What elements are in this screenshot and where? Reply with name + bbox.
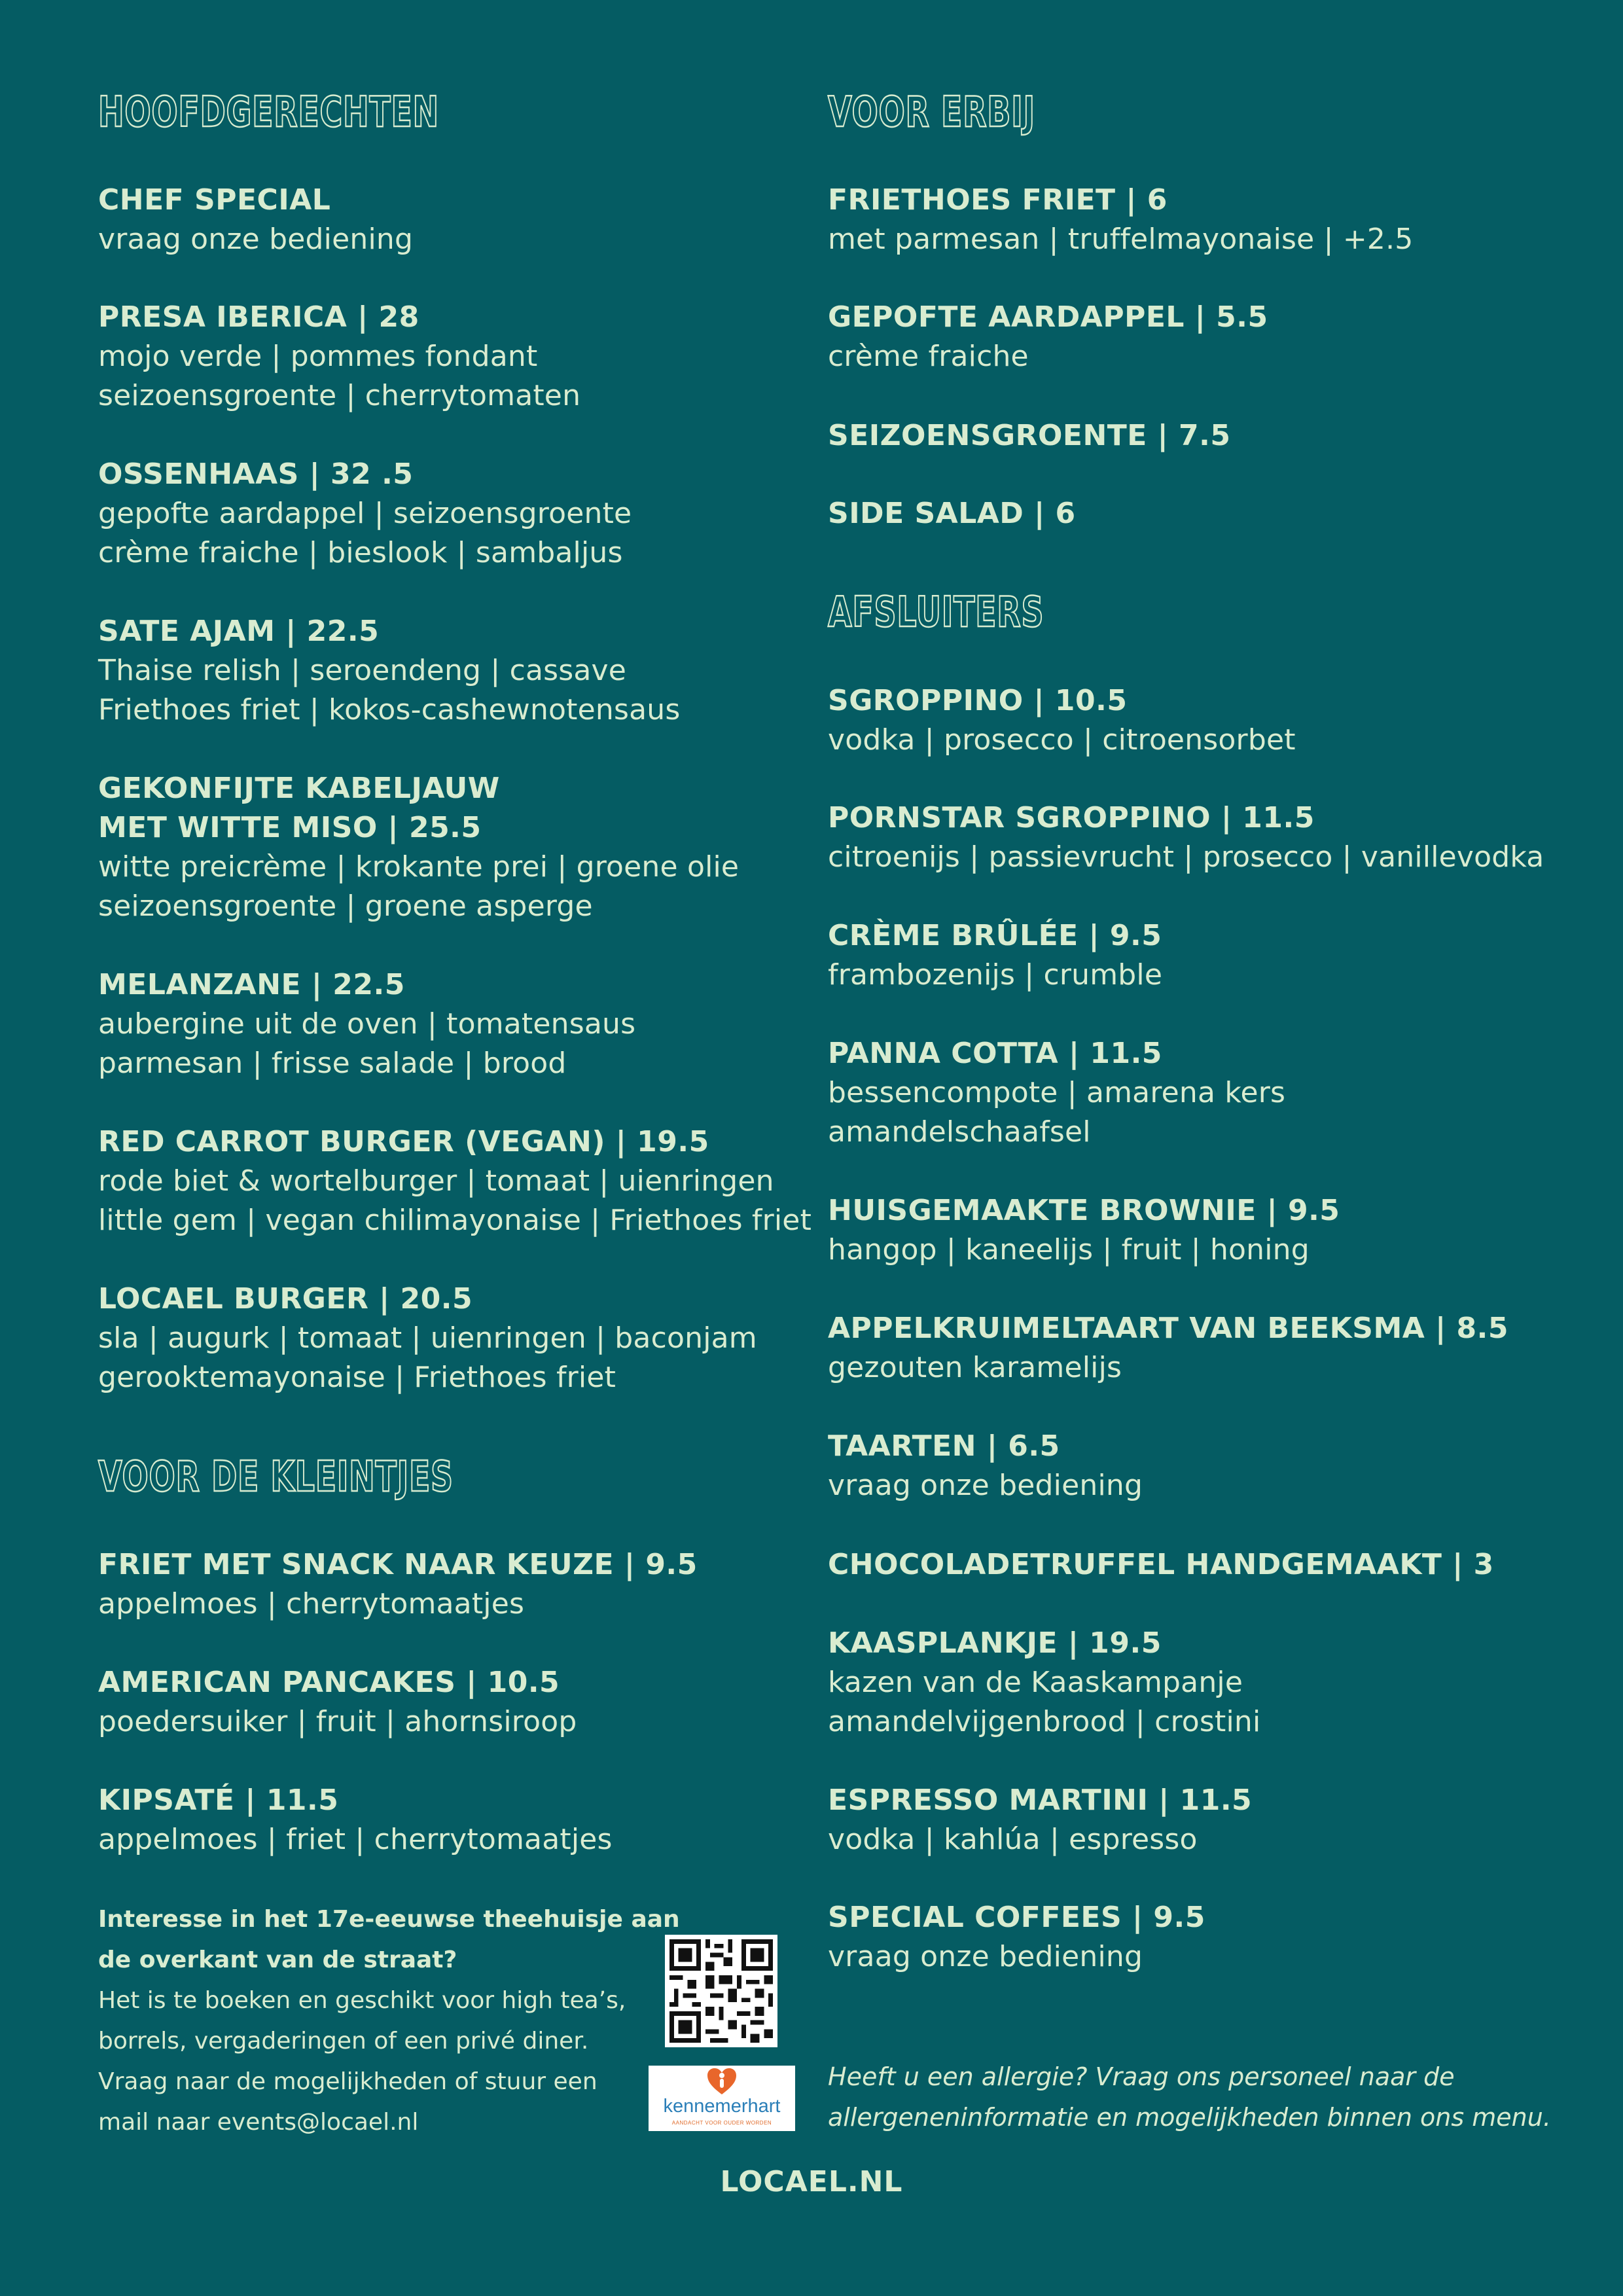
menu-item xyxy=(828,416,1231,456)
section-title-afsluiters: AFSLUITERS xyxy=(828,588,1044,637)
theehuis-line: Vraag naar de mogelijkheden of stuur een xyxy=(98,2068,597,2095)
menu-item-name: GEKONFIJTE KABELJAUW xyxy=(98,772,500,805)
menu-item-name: TAARTEN | 6.5 xyxy=(828,1429,1060,1463)
menu-item xyxy=(828,494,1076,533)
menu-item-name: ESPRESSO MARTINI | 11.5 xyxy=(828,1784,1253,1817)
menu-item-desc: Friethoes friet | kokos-cashewnotensaus xyxy=(98,693,681,726)
menu-item xyxy=(828,298,1268,376)
menu-item xyxy=(98,1663,577,1742)
menu-item-name: LOCAEL BURGER | 20.5 xyxy=(98,1282,473,1316)
menu-item-desc: parmesan | frisse salade | brood xyxy=(98,1047,567,1080)
menu-item-desc: vodka | kahlúa | espresso xyxy=(828,1823,1198,1856)
menu-item xyxy=(98,769,739,926)
menu-item-name: OSSENHAAS | 32 .5 xyxy=(98,457,414,491)
menu-item-desc: aubergine uit de oven | tomatensaus xyxy=(98,1007,636,1041)
menu-item-desc: mojo verde | pommes fondant xyxy=(98,340,538,373)
menu-item-desc: vodka | prosecco | citroensorbet xyxy=(828,723,1296,757)
menu-item xyxy=(828,681,1296,760)
allergy-line: Heeft u een allergie? Vraag ons personeel naar de xyxy=(828,2062,1455,2091)
allergy-line: allergeneninformatie en mogelijkheden binnen ons menu. xyxy=(828,2103,1551,2132)
theehuis-line: borrels, vergaderingen of een privé diner. xyxy=(98,2028,589,2054)
menu-item-desc: crème fraiche | bieslook | sambaljus xyxy=(98,536,623,569)
menu-item-desc: poedersuiker | fruit | ahornsiroop xyxy=(98,1705,577,1738)
menu-item-desc: amandelvijgenbrood | crostini xyxy=(828,1705,1261,1738)
menu-item-desc: gezouten karamelijs xyxy=(828,1351,1122,1384)
menu-item-name: SPECIAL COFFEES | 9.5 xyxy=(828,1901,1205,1934)
menu-item-name: SIDE SALAD | 6 xyxy=(828,497,1076,530)
menu-item-desc: vraag onze bediening xyxy=(98,223,414,256)
menu-item xyxy=(828,181,1413,259)
menu-item-desc: appelmoes | friet | cherrytomaatjes xyxy=(98,1823,613,1856)
logo-name: kennemerhart xyxy=(663,2096,781,2117)
menu-item-name: KIPSATÉ | 11.5 xyxy=(98,1784,339,1817)
logo-tagline: AANDACHT VOOR OUDER WORDEN xyxy=(671,2120,772,2126)
menu-item-desc: sla | augurk | tomaat | uienringen | baconjam xyxy=(98,1321,757,1355)
menu-item xyxy=(828,1545,1494,1585)
section-title-kleintjes: VOOR DE KLEINTJES xyxy=(98,1453,454,1501)
menu-item-name: SGROPPINO | 10.5 xyxy=(828,684,1128,717)
menu-item-name: AMERICAN PANCAKES | 10.5 xyxy=(98,1666,560,1699)
menu-item xyxy=(828,1034,1285,1152)
menu-item xyxy=(828,1191,1340,1270)
menu-item xyxy=(828,1624,1260,1742)
menu-item-name: FRIET MET SNACK NAAR KEUZE | 9.5 xyxy=(98,1548,698,1581)
menu-item-name: PANNA COTTA | 11.5 xyxy=(828,1037,1162,1070)
theehuis-heading-line: de overkant van de straat? xyxy=(98,1946,457,1973)
section-title-hoofdgerechten: HOOFDGERECHTEN xyxy=(98,88,439,137)
menu-item-name: HUISGEMAAKTE BROWNIE | 9.5 xyxy=(828,1194,1340,1227)
menu-item-desc: seizoensgroente | groene asperge xyxy=(98,889,593,923)
menu-item xyxy=(98,455,632,573)
menu-item-desc: frambozenijs | crumble xyxy=(828,958,1163,992)
menu-item-name: APPELKRUIMELTAART VAN BEEKSMA | 8.5 xyxy=(828,1312,1508,1345)
menu-item xyxy=(98,612,680,730)
menu-item xyxy=(98,181,413,259)
menu-item-desc: rode biet & wortelburger | tomaat | uienringen xyxy=(98,1164,774,1198)
menu-item-desc: vraag onze bediening xyxy=(828,1469,1143,1502)
menu-item-desc: appelmoes | cherrytomaatjes xyxy=(98,1587,525,1621)
menu-item-desc: citroenijs | passievrucht | prosecco | vanillevodka xyxy=(828,840,1544,874)
website-link[interactable]: LOCAEL.NL xyxy=(720,2165,903,2198)
menu-item-name: GEPOFTE AARDAPPEL | 5.5 xyxy=(828,300,1268,334)
menu-item-desc: gerooktemayonaise | Friethoes friet xyxy=(98,1361,616,1394)
menu-item xyxy=(98,965,635,1083)
menu-item-name: SEIZOENSGROENTE | 7.5 xyxy=(828,419,1231,452)
kennemerhart-logo xyxy=(649,2066,795,2131)
menu-item-name: SATE AJAM | 22.5 xyxy=(98,615,380,648)
menu-item-name: RED CARROT BURGER (VEGAN) | 19.5 xyxy=(98,1125,709,1158)
menu-item-name: PRESA IBERICA | 28 xyxy=(98,300,419,334)
heart-icon xyxy=(706,2067,738,2096)
menu-item xyxy=(828,1309,1508,1388)
section-title-voor-erbij: VOOR ERBIJ xyxy=(828,88,1035,137)
theehuis-heading-line: Interesse in het 17e-eeuwse theehuisje aan xyxy=(98,1906,680,1933)
menu-item-name-line2: MET WITTE MISO | 25.5 xyxy=(98,811,482,844)
menu-item-desc: bessencompote | amarena kers xyxy=(828,1076,1286,1109)
menu-item-name: CHOCOLADETRUFFEL HANDGEMAAKT | 3 xyxy=(828,1548,1494,1581)
menu-item-desc: met parmesan | truffelmayonaise | +2.5 xyxy=(828,223,1414,256)
menu-item xyxy=(98,1280,757,1397)
menu-item-desc: witte preicrème | krokante prei | groene olie xyxy=(98,850,740,884)
menu-item-name: CHEF SPECIAL xyxy=(98,183,331,217)
menu-item-desc: amandelschaafsel xyxy=(828,1115,1091,1149)
menu-item xyxy=(98,1781,613,1859)
theehuis-info xyxy=(98,1899,680,2143)
menu-item-name: KAASPLANKJE | 19.5 xyxy=(828,1626,1162,1660)
allergy-note xyxy=(828,2056,1580,2138)
menu-item-desc: crème fraiche xyxy=(828,340,1029,373)
menu-item-desc: seizoensgroente | cherrytomaten xyxy=(98,379,581,412)
qr-code[interactable] xyxy=(665,1935,777,2047)
menu-item xyxy=(828,798,1544,877)
menu-item xyxy=(98,1545,698,1624)
menu-item-name: CRÈME BRÛLÉE | 9.5 xyxy=(828,919,1162,952)
menu-item-desc: vraag onze bediening xyxy=(828,1940,1143,1973)
menu-item xyxy=(828,1427,1143,1505)
menu-item xyxy=(828,1781,1252,1859)
menu-item-name: MELANZANE | 22.5 xyxy=(98,968,405,1001)
menu-item xyxy=(98,1122,812,1240)
menu-item-desc: hangop | kaneelijs | fruit | honing xyxy=(828,1233,1310,1266)
menu-item-desc: little gem | vegan chilimayonaise | Friethoes friet xyxy=(98,1204,812,1237)
menu-item-name: FRIETHOES FRIET | 6 xyxy=(828,183,1168,217)
theehuis-line: mail naar events@locael.nl xyxy=(98,2109,419,2136)
menu-item xyxy=(828,1898,1205,1977)
menu-item xyxy=(98,298,580,416)
menu-item-desc: Thaise relish | seroendeng | cassave xyxy=(98,654,627,687)
menu-item-desc: kazen van de Kaaskampanje xyxy=(828,1666,1243,1699)
menu-item-name: PORNSTAR SGROPPINO | 11.5 xyxy=(828,801,1315,834)
menu-item xyxy=(828,916,1162,995)
theehuis-line: Het is te boeken en geschikt voor high tea’s, xyxy=(98,1987,626,2014)
menu-item-desc: gepofte aardappel | seizoensgroente xyxy=(98,497,632,530)
